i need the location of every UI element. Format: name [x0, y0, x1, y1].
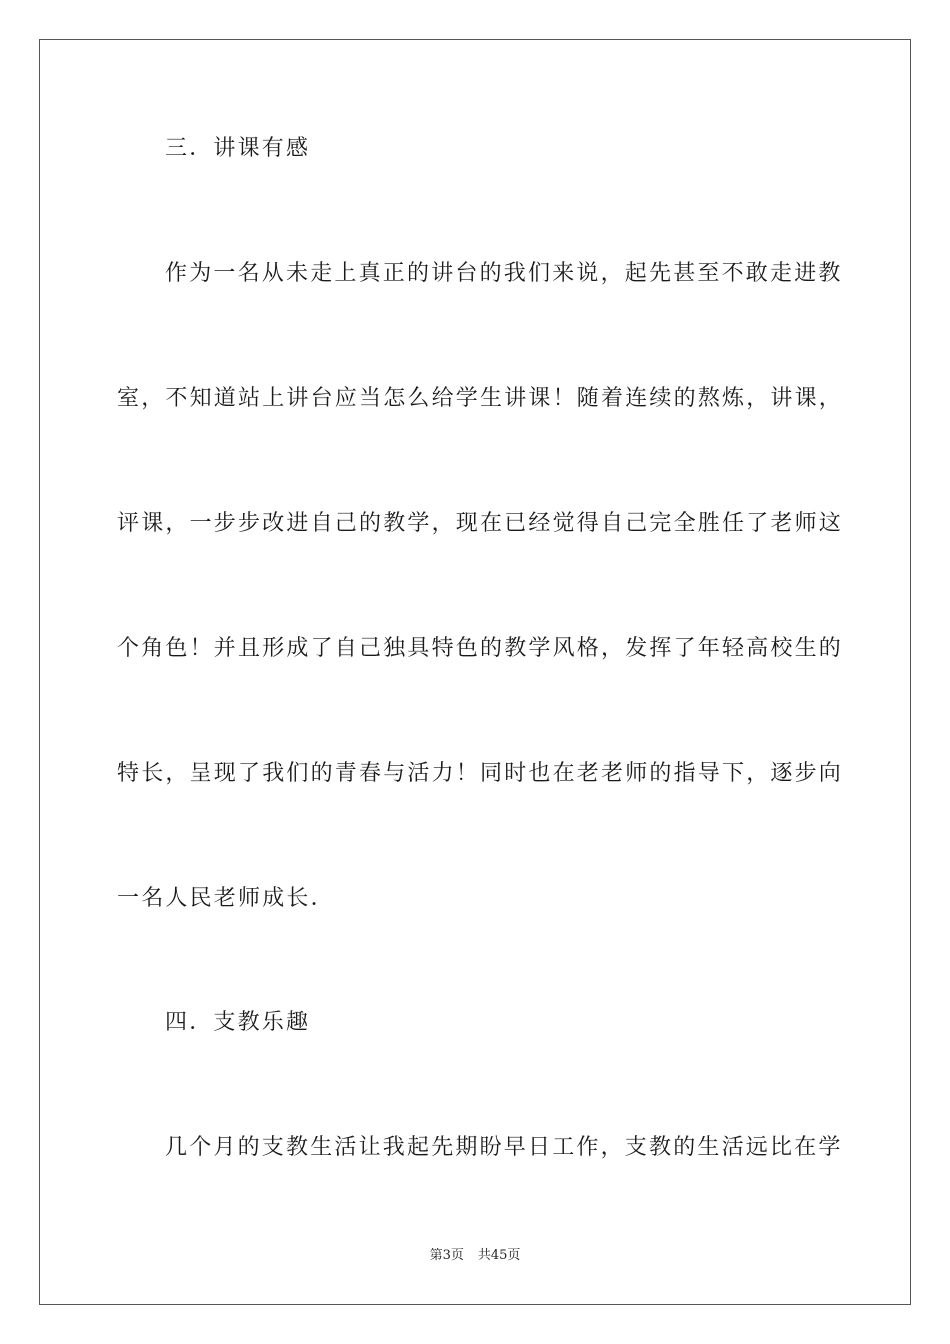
- section-heading-4: 四．支教乐趣: [165, 1010, 311, 1035]
- paragraph-line: 特长，呈现了我们的青春与活力！同时也在老老师的指导下，逐步向: [117, 761, 844, 786]
- paragraph-line: 一名人民老师成长．: [117, 886, 335, 911]
- paragraph-line: 评课，一步步改进自己的教学，现在已经觉得自己完全胜任了老师这: [117, 511, 844, 536]
- paragraph-line: 几个月的支教生活让我起先期盼早日工作，支教的生活远比在学: [165, 1135, 843, 1160]
- paragraph-line: 作为一名从未走上真正的讲台的我们来说，起先甚至不敢走进教: [165, 261, 843, 286]
- page-footer: [0, 1247, 950, 1265]
- section-heading-3: 三．讲课有感: [165, 136, 311, 161]
- total-pages: 共45页: [477, 1248, 521, 1263]
- paragraph-line: 个角色！并且形成了自己独具特色的教学风格，发挥了年轻高校生的: [117, 636, 844, 661]
- page-number: 第3页: [429, 1248, 464, 1263]
- page-frame: [39, 39, 911, 1305]
- paragraph-line: 室，不知道站上讲台应当怎么给学生讲课！随着连续的熬炼，讲课，: [117, 386, 844, 411]
